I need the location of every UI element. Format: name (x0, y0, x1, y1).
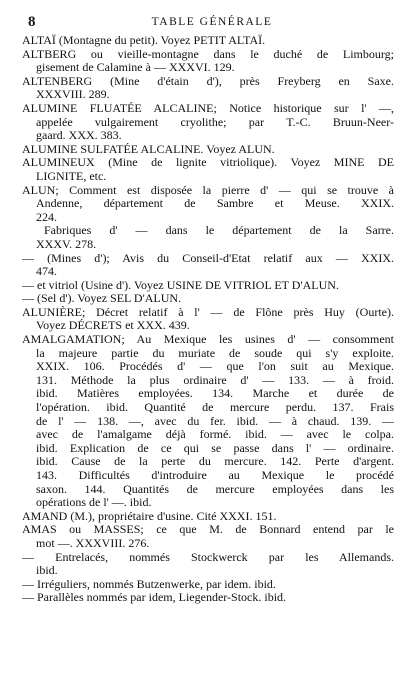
index-line: de l' — 138. —, avec du fer. ibid. — à chaud. 139. — (36, 414, 394, 428)
index-line: XXXV. 278. (36, 237, 97, 251)
page-number: 8 (28, 14, 36, 30)
index-line: AMALGAMATION; Au Mexique les usines d' — consomment (22, 333, 394, 347)
index-line: AMAND (M.), propriétaire d'usine. Cité XXXI. 151. (22, 509, 277, 523)
index-entries (22, 34, 394, 605)
index-line: Andenne, département de Sambre et Meuse. XXIX. (36, 197, 394, 211)
index-line: ALUMINE SULFATÉE ALCALINE. Voyez ALUN. (22, 142, 275, 156)
index-line: — Parallèles nommés par idem, Liegender-Stock. ibid. (22, 591, 287, 605)
index-line: saxon. 144. Quantités de mercure employées dans les (36, 482, 394, 496)
index-line: avec de l'amalgame déjà formé. ibid. — avec le colpa. (36, 428, 394, 442)
index-line: XXXVIII. 289. (36, 88, 110, 102)
index-line: ibid. Cause de la perte du mercure. 142. Perte d'argent. (36, 455, 394, 469)
page-header (28, 14, 396, 32)
index-line: ibid. (36, 564, 58, 578)
index-line: ALTBERG ou vieille-montagne dans le duché de Limbourg; (22, 47, 394, 61)
index-line: gaard. XXX. 383. (36, 129, 122, 143)
index-line: — (Sel d'). Voyez SEL D'ALUN. (22, 292, 182, 306)
index-line: ALTENBERG (Mine d'étain d'), près Freyberg en Saxe. (22, 74, 394, 88)
index-line: opérations de l' —. ibid. (36, 496, 152, 510)
index-line: — (Mines d'); Avis du Conseil-d'Etat relatif aux — XXIX. (22, 251, 394, 265)
index-line: ALUNIÈRE; Décret relatif à l' — de Flône près Huy (Ourte). (22, 305, 394, 319)
index-line: la majeure partie du muriate de soude qui s'y exploite. (36, 346, 394, 360)
index-line: appelée vulgairement cryolithe; par T.-C. Bruun-Neer- (36, 115, 394, 129)
index-line: gisement de Calamine à — XXXVI. 129. (36, 61, 235, 75)
index-line: ibid. Matières employées. 134. Marche et durée de (36, 387, 394, 401)
running-title: TABLE GÉNÉRALE (151, 16, 273, 28)
index-line: 131. Méthode la plus ordinaire d' — 133. — à froid. (36, 373, 394, 387)
index-line: — et vitriol (Usine d'). Voyez USINE DE VITRIOL ET D'ALUN. (22, 278, 339, 292)
index-line: 143. Difficultés d'introduire au Mexique le procédé (36, 469, 394, 482)
index-line: XXIX. 106. Procédés d' — que l'on suit au Mexique. (36, 360, 394, 374)
index-line: ibid. Explication de ce qui se passe dans l' — ordinaire. (36, 441, 394, 455)
index-line: 474. (36, 265, 57, 279)
index-line: ALUMINE FLUATÉE ALCALINE; Notice historique sur l' —, (22, 101, 394, 115)
index-line: 224. (36, 210, 57, 224)
index-line: LIGNITE, etc. (36, 169, 107, 183)
index-line: Voyez DÉCRETS et XXX. 439. (36, 319, 190, 333)
index-line: ALUN; Comment est disposée la pierre d' — qui se trouve à (22, 183, 394, 197)
index-line: mot —. XXXVIII. 276. (36, 536, 150, 550)
index-line: ALTAÏ (Montagne du petit). Voyez PETIT ALTAÏ. (22, 34, 266, 47)
index-line: ALUMINEUX (Mine de lignite vitriolique). Voyez MINE DE (22, 156, 394, 170)
index-line: l'opération. ibid. Quantité de mercure perdu. 137. Frais (36, 401, 394, 415)
index-line: — Entrelacés, nommés Stockwerck par les Allemands. (22, 550, 394, 564)
index-line: Fabriques d' — dans le département de la Sarre. (44, 224, 394, 238)
index-line: AMAS ou MASSES; ce que M. de Bonnard entend par le (22, 523, 394, 537)
index-line: — Irréguliers, nommés Butzenwerke, par idem. ibid. (22, 577, 276, 591)
